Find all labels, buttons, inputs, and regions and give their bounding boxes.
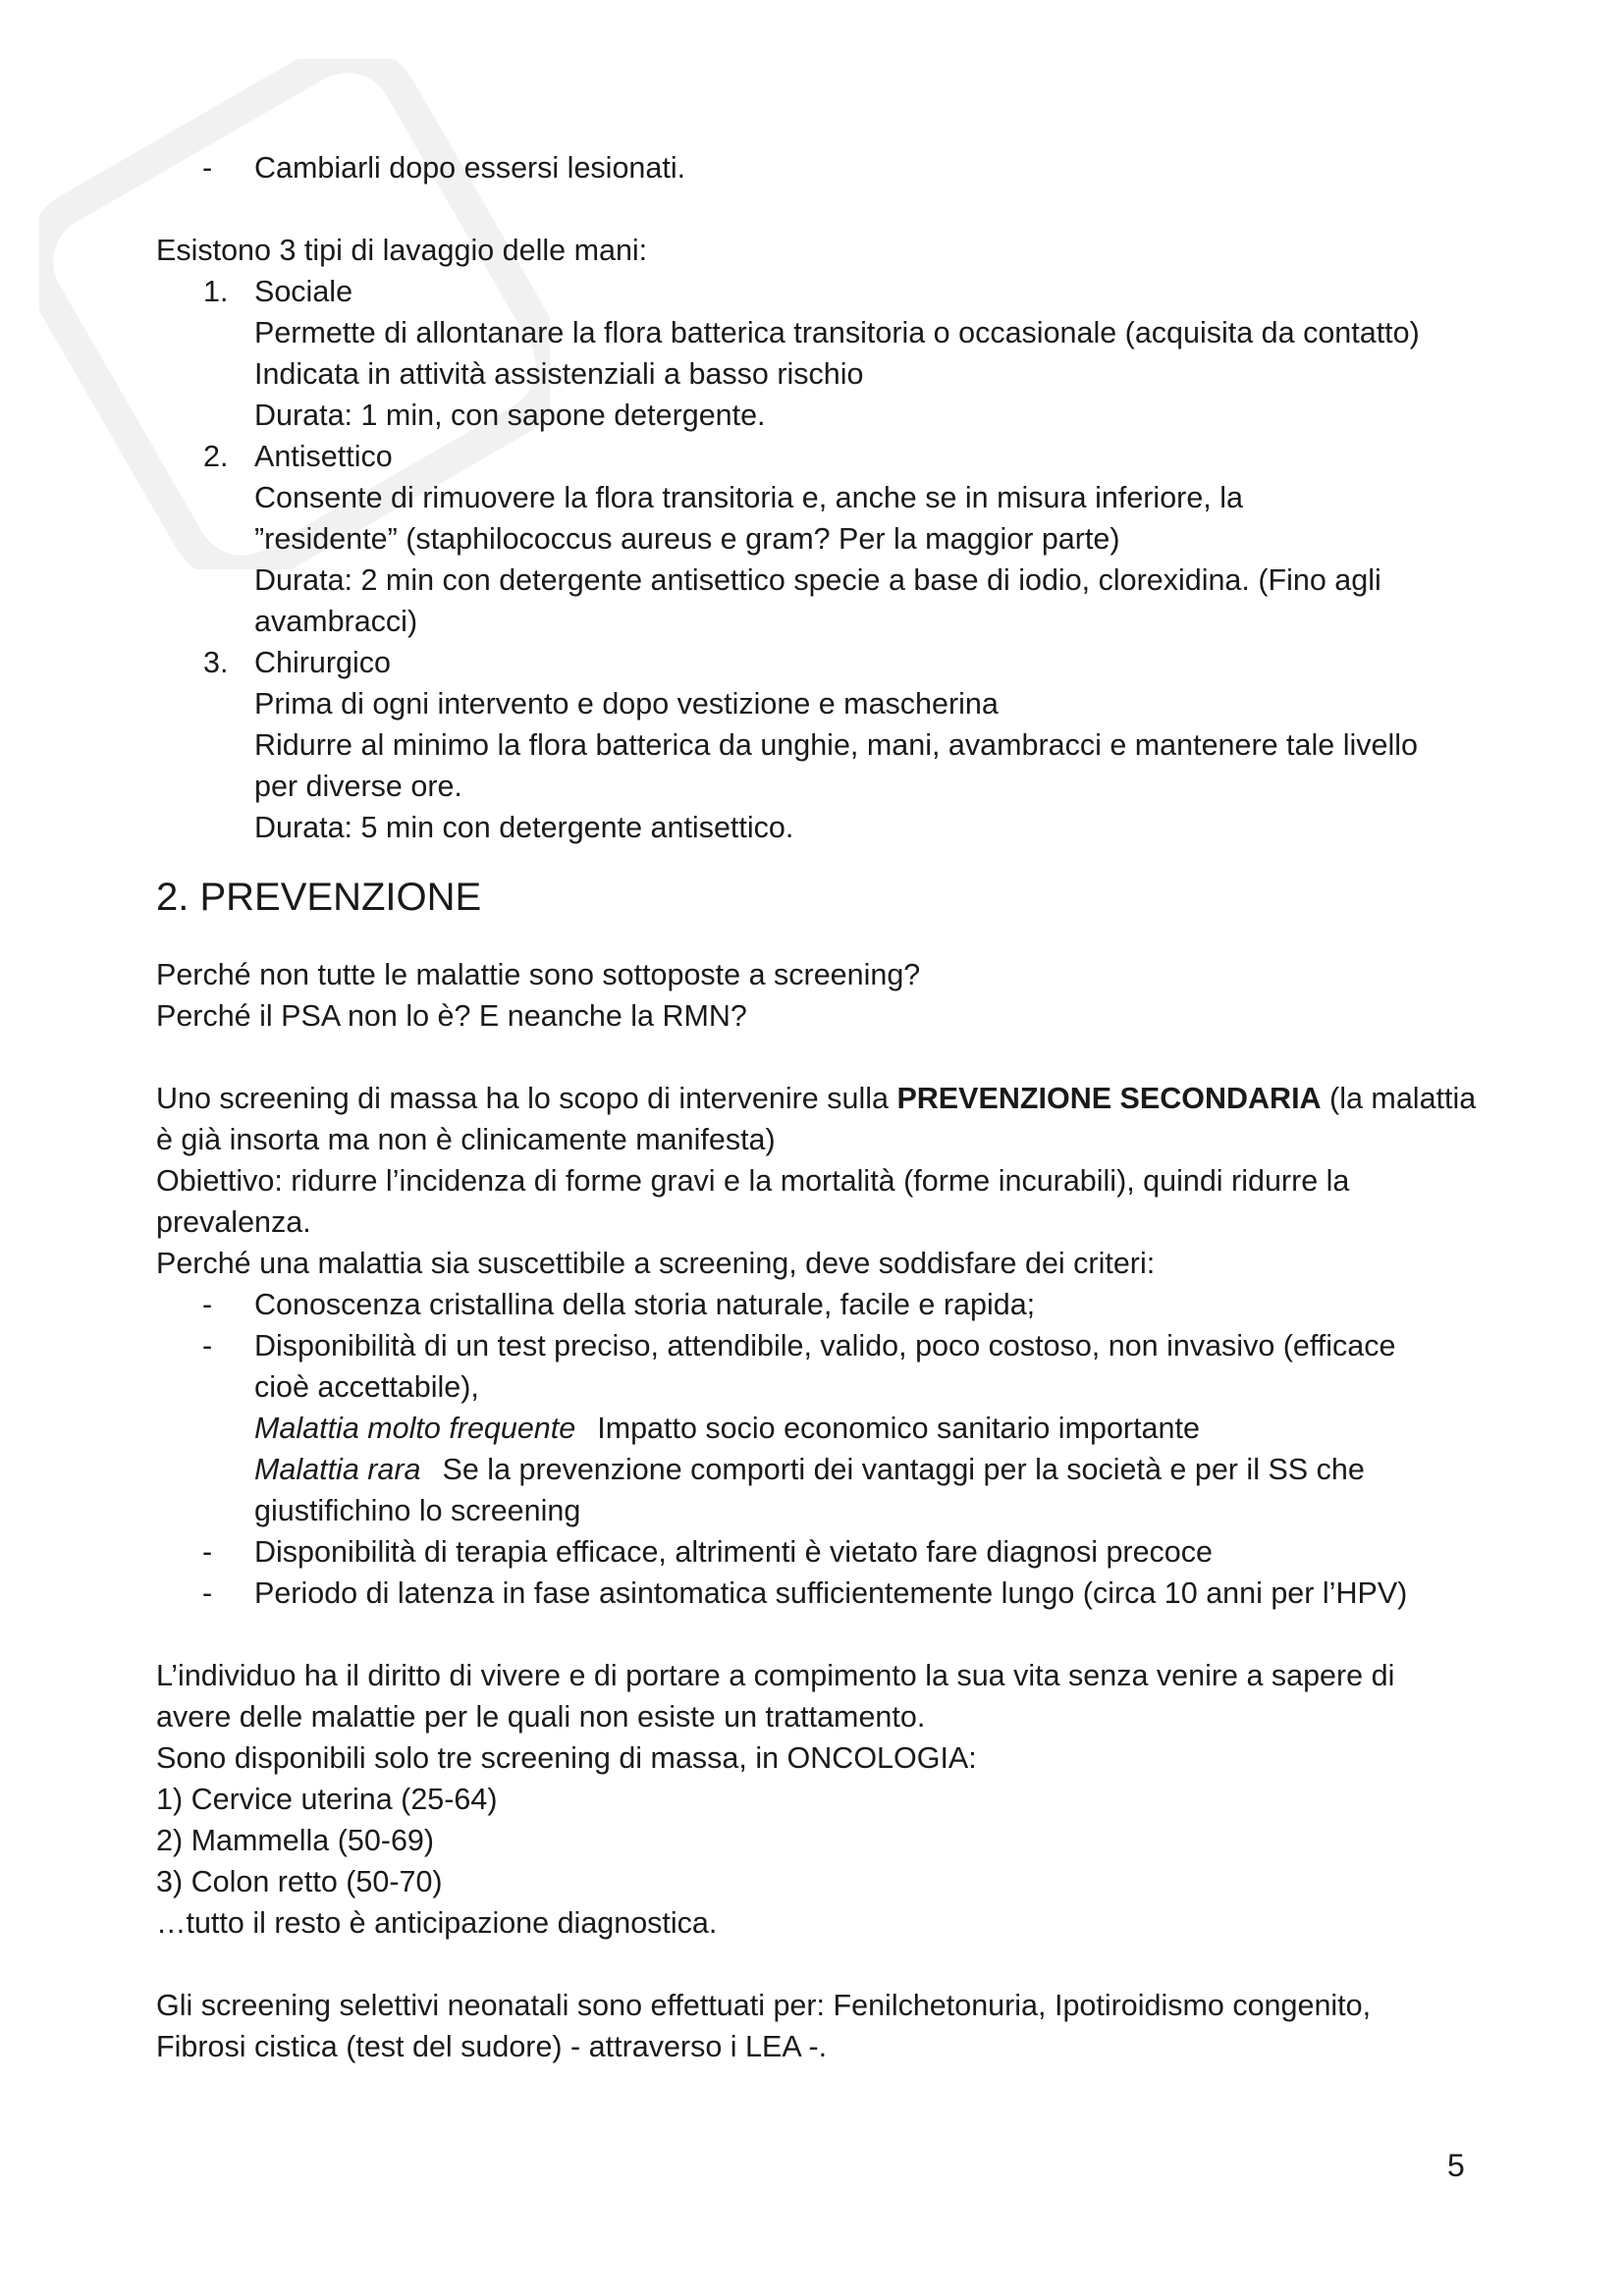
text-line: per diverse ore. [254, 770, 462, 803]
paragraph-line: Sono disponibili solo tre screening di massa, in ONCOLOGIA: [156, 1741, 977, 1775]
screening-item: 3) Colon retto (50-70) [156, 1865, 443, 1898]
paragraph-line: avere delle malattie per le quali non esiste un trattamento. [156, 1700, 926, 1734]
paragraph-line: Gli screening selettivi neonatali sono effettuati per: Fenilchetonuria, Ipotiroidismo congenito, [156, 1989, 1372, 2022]
dash-marker: - [202, 1329, 213, 1362]
text-line: Durata: 5 min con detergente antisettico. [254, 811, 794, 844]
paragraph-line: Fibrosi cistica (test del sudore) - attraverso i LEA -. [156, 2030, 828, 2063]
page-number: 5 [1447, 2148, 1465, 2183]
italic-label: Malattia rara [254, 1453, 421, 1486]
list-number: 2. [203, 440, 229, 473]
italic-label: Malattia molto frequente [254, 1412, 576, 1445]
dash-marker: - [202, 1576, 213, 1610]
list-number: 3. [203, 646, 229, 679]
handwash-type-sociale [156, 271, 1482, 436]
question-line: Perché il PSA non lo è? E neanche la RMN? [156, 999, 747, 1033]
criteria-item: - Periodo di latenza in fase asintomatica sufficientemente lungo (circa 10 anni per l’HPV) [156, 1573, 1482, 1614]
text-line: Ridurre al minimo la flora batterica da unghie, mani, avambracci e mantenere tale livello [254, 728, 1418, 762]
paragraph-line: L’individuo ha il diritto di vivere e di portare a compimento la sua vita senza venire a sapere di [156, 1659, 1395, 1692]
text-line: Durata: 1 min, con sapone detergente. [254, 399, 766, 432]
criteria-item: - Conoscenza cristallina della storia naturale, facile e rapida; [156, 1284, 1482, 1325]
paragraph-line: Perché una malattia sia suscettibile a screening, deve soddisfare dei criteri: [156, 1247, 1156, 1280]
type-title: Sociale [254, 275, 353, 308]
screening-item: 1) Cervice uterina (25-64) [156, 1783, 498, 1816]
text-line: Permette di allontanare la flora batterica transitoria o occasionale (acquisita da contatto) [254, 316, 1420, 349]
question-line: Perché non tutte le malattie sono sottoposte a screening? [156, 958, 921, 991]
document-page [156, 147, 1482, 2067]
handwash-type-chirurgico [156, 642, 1482, 848]
text-line: ”residente” (staphilococcus aureus e gram? Per la maggior parte) [254, 522, 1120, 556]
list-item: - Cambiarli dopo essersi lesionati. [156, 147, 1482, 188]
paragraph-line: è già insorta ma non è clinicamente manifesta) [156, 1123, 776, 1156]
dash-marker: - [202, 151, 213, 185]
bold-term: PREVENZIONE SECONDARIA [896, 1082, 1322, 1115]
handwash-intro: Esistono 3 tipi di lavaggio delle mani: [156, 234, 648, 267]
screening-item: 2) Mammella (50-69) [156, 1824, 435, 1857]
paragraph-line: …tutto il resto è anticipazione diagnostica. [156, 1906, 718, 1940]
type-title: Chirurgico [254, 646, 391, 679]
criteria-item: - Disponibilità di terapia efficace, altrimenti è vietato fare diagnosi precoce [156, 1531, 1482, 1573]
text-line: avambracci) [254, 605, 418, 638]
paragraph-line: prevalenza. [156, 1205, 311, 1239]
dash-marker: - [202, 1535, 213, 1569]
handwash-type-antisettico [156, 436, 1482, 642]
criteria-item: - Disponibilità di un test preciso, attendibile, valido, poco costoso, non invasivo (efficace cioè accettabile), Malattia molto frequente Impatto socio economico sanitario importante Malattia rara Se la prevenzione comporti dei vantaggi per la società e per il SS che giustifichino lo screening [156, 1325, 1482, 1531]
text-line: Consente di rimuovere la flora transitoria e, anche se in misura inferiore, la [254, 481, 1243, 514]
type-title: Antisettico [254, 440, 393, 473]
paragraph-line: Uno screening di massa ha lo scopo di intervenire sulla PREVENZIONE SECONDARIA (la malattia [156, 1082, 1477, 1115]
text-line: Indicata in attività assistenziali a basso rischio [254, 357, 864, 391]
list-number: 1. [203, 275, 229, 308]
paragraph-line: Obiettivo: ridurre l’incidenza di forme gravi e la mortalità (forme incurabili), quindi ridurre la [156, 1164, 1350, 1198]
dash-marker: - [202, 1288, 213, 1321]
section-heading: 2. PREVENZIONE [156, 876, 482, 919]
text-line: Durata: 2 min con detergente antisettico specie a base di iodio, clorexidina. (Fino agli [254, 563, 1381, 597]
text-line: Prima di ogni intervento e dopo vestizione e mascherina [254, 687, 999, 721]
